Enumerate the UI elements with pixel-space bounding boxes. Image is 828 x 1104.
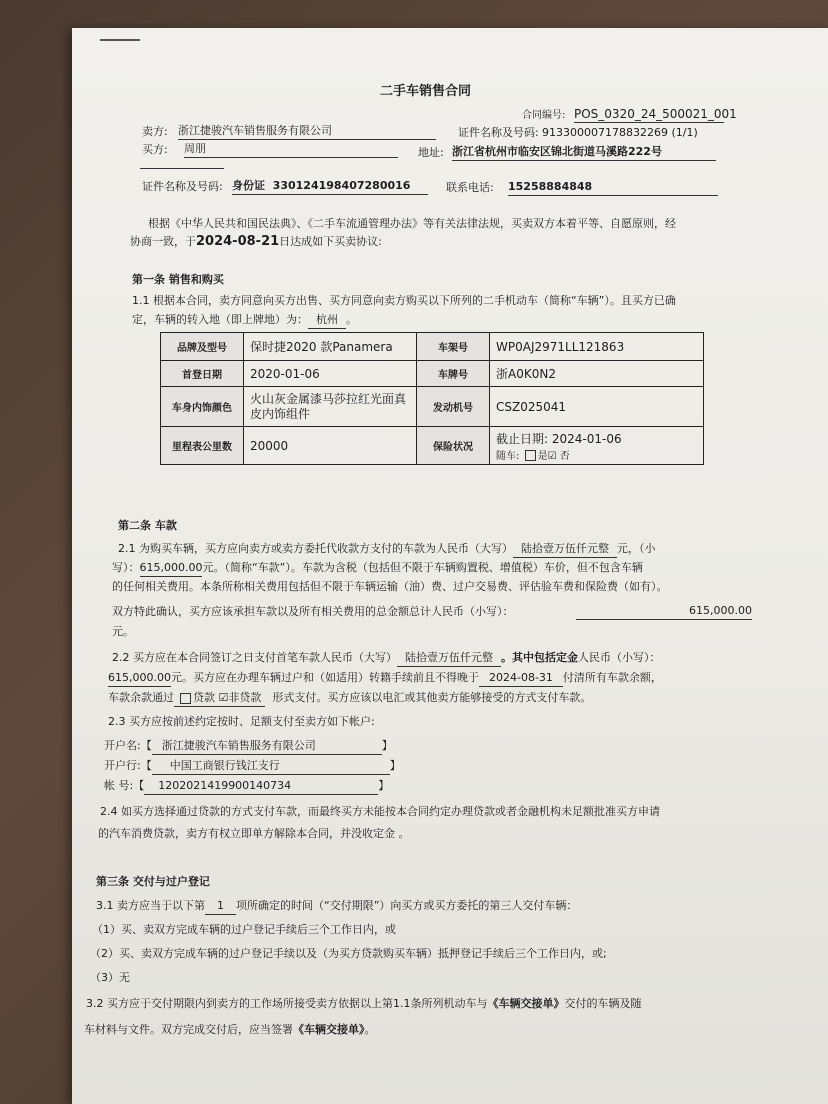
art2-p3: 2.3 买方应按前述约定按时、足额支付至卖方如下帐户: <box>108 715 375 728</box>
art2-heading: 第二条 车款 <box>118 519 177 532</box>
account-number: 1202021419900140734 <box>144 778 378 795</box>
art2-p2-line2-end: 付清所有车款余额， <box>562 671 662 684</box>
buyer-addr-label: 地址: <box>418 146 444 159</box>
seller-id: 91330000717883226​9 (1/1) <box>542 126 698 139</box>
buyer-name: 周朋 <box>184 141 398 158</box>
deposit-label: 。其中包括定金 <box>501 651 578 664</box>
price-in-figures: 615,000.00 <box>140 560 203 577</box>
loan-option: 贷款 <box>193 691 215 704</box>
art2-p1-line2: 写）： <box>112 561 140 574</box>
art2-p4-line2: 的汽车消费贷款，卖方有权立即单方解除本合同，并没收定金 。 <box>98 827 410 840</box>
art3-p2-line2-end: 。 <box>364 1023 376 1036</box>
blank-line <box>140 158 224 169</box>
preamble-line2: 协商一致，于 <box>130 235 196 248</box>
buyer-tel-label: 联系电话: <box>446 181 494 194</box>
transfer-city: 杭州 <box>308 312 346 329</box>
account-name-label: 开户名:【 <box>104 739 152 752</box>
art3-heading: 第三条 交付与过户登记 <box>96 875 210 888</box>
art2-p4-line1: 2.4 如买方选择通过贷款的方式支付车款，而最终买方未能按本合同约定办理贷款或者金融机构未足额批准买方申请 <box>100 805 660 818</box>
seller-label: 卖方: <box>142 125 168 138</box>
art2-p1-line1: 2.1 为购买车辆，买方应向卖方或卖方委托代收款方支付的车款为人民币（大写） <box>118 542 513 555</box>
art3-p2-line1: 3.2 买方应于交付期限内到卖方的工作场所接受卖方依据以上第1.1条所列机动车与 <box>86 997 488 1010</box>
bank-label: 开户行:【 <box>104 759 152 772</box>
buyer-address: 浙江省杭州市临安区锦北街道马溪路222号 <box>452 144 716 161</box>
buyer-tel: 15258884848 <box>508 179 718 196</box>
reg-date-value: 2020-01-06 <box>244 361 417 387</box>
brand-label: 品牌及型号 <box>161 333 244 361</box>
color-label: 车身内饰颜色 <box>161 387 244 427</box>
no-option: 否 <box>559 450 570 462</box>
art2-p1-line4: 双方特此确认，买方应该承担车款以及所有相关费用的总金额总计人民币（小写）： <box>112 605 514 618</box>
non-loan-option: 非贷款 <box>228 691 262 704</box>
mileage-value: 20000 <box>244 427 417 465</box>
art2-p1-line3: 的任何相关费用。本条所称相关费用包括但不限于车辆运输（油）费、过户交易费、评估验车费和保险费（如有）。 <box>112 580 668 593</box>
art3-p1-end: 项所确定的时间（“交付期限”）向买方或买方委托的第三人交付车辆： <box>236 899 578 912</box>
delivery-option-1: （1）买、卖双方完成车辆的过户登记手续后三个工作日内，或 <box>92 923 396 936</box>
delivery-option-number: 1 <box>205 898 236 915</box>
insurance-cell <box>490 427 704 465</box>
seller-name: 浙江捷骏汽车销售服务有限公司 <box>178 123 436 140</box>
art2-p2-line3: 车款余款通过 <box>108 691 174 704</box>
account-name: 浙江捷骏汽车销售服务有限公司 <box>152 738 382 755</box>
checkbox-loan <box>180 693 191 704</box>
total-amount: 615,000.00 <box>576 603 752 620</box>
seller-id-label: 证件名称及号码: <box>458 126 539 139</box>
buyer-label: 买方: <box>142 143 168 156</box>
art2-p1-line5: 元。 <box>112 625 134 638</box>
art1-p1-line2: 定，车辆的转入地（即上牌地）为： <box>132 313 308 326</box>
plate-value: 浙A0K0N2 <box>490 361 704 387</box>
art2-p2-line3-end: 形式支付。买方应该以电汇或其他卖方能够接受的方式支付车款。 <box>272 691 592 704</box>
art1-heading: 第一条 销售和购买 <box>132 273 224 286</box>
engine-value: CSZ025041 <box>490 387 704 427</box>
check-icon: ☑ <box>547 450 557 462</box>
contract-page <box>72 28 828 1104</box>
vin-label: 车架号 <box>417 333 490 361</box>
delivery-option-3: （3）无 <box>90 971 130 984</box>
art2-p1-line2-end: 元。（简称“车款”）。车款为含税（包括但不限于车辆购置税、增值税）车价，但不包含车辆 <box>202 561 643 574</box>
agreement-date: 2024-08-21 <box>196 234 280 249</box>
color-value: 火山灰金属漆马莎拉红光面真皮内饰组件 <box>244 387 417 427</box>
vin-value: WP0AJ2971LL121863 <box>490 333 704 361</box>
buyer-id-type: 身份证 <box>232 179 265 192</box>
checkbox-empty <box>525 450 536 461</box>
account-no-label: 帐 号:【 <box>104 779 145 792</box>
art3-p2-line2: 车材料与文件。双方完成交付后，应当签署 <box>84 1023 293 1036</box>
handover-form-2: 《车辆交接单》 <box>293 1023 365 1036</box>
handover-form: 《车辆交接单》 <box>487 997 565 1010</box>
with-car-label: 随车: <box>496 450 520 462</box>
art2-p1-line1-end: 元，（小 <box>617 542 656 555</box>
preamble-line1: 根据《中华人民共和国民法典》、《二手车流通管理办法》等有关法律法规，买卖双方本着平等、自愿原则，经 <box>148 217 676 230</box>
delivery-option-2: （2）买、卖双方完成车辆的过户登记手续以及（为买方贷款购买车辆）抵押登记手续后三个工作日内，或; <box>90 947 607 960</box>
bracket-close: 】 <box>381 739 393 752</box>
contract-no: POS_0320_24_500021_001 <box>574 107 737 121</box>
art3-p2-line1-end: 交付的车辆及随 <box>564 997 642 1010</box>
mileage-label: 里程表公里数 <box>161 427 244 465</box>
staple-mark <box>100 39 140 41</box>
yes-option: 是 <box>537 450 548 462</box>
first-payment-figures: 615,000.00 <box>108 670 171 687</box>
brand-value: 保时捷2020 款Panamera <box>244 333 417 361</box>
insurance-expiry: 截止日期: 2024-01-06 <box>496 431 622 446</box>
price-in-words: 陆拾壹万伍仟元整 <box>513 541 617 558</box>
check-icon-nonloan: ☑ <box>218 691 229 704</box>
bracket-close: 】 <box>389 759 401 772</box>
preamble-line2-end: 日达成如下买卖协议: <box>279 235 382 248</box>
contract-title: 二手车销售合同 <box>380 84 472 99</box>
first-payment-words: 陆拾壹万伍仟元整 <box>397 650 501 667</box>
reg-date-label: 首登日期 <box>161 361 244 387</box>
buyer-id-label: 证件名称及号码: <box>142 180 223 193</box>
final-payment-date: 2024-08-31 <box>479 670 563 687</box>
art2-p2-line2: 元。买方应在办理车辆过户和（如适用）转籍手续前且不得晚于 <box>170 671 479 684</box>
insurance-label: 保险状况 <box>417 427 490 465</box>
art2-p2-line1: 2.2 买方应在本合同签订之日支付首笔车款人民币（大写） <box>112 651 397 664</box>
art3-p1: 3.1 卖方应当于以下第 <box>96 899 205 912</box>
contract-no-label: 合同编号: <box>522 110 566 121</box>
vehicle-info-table <box>160 332 704 465</box>
bank-name: 中国工商银行钱江支行 <box>152 758 390 775</box>
art1-p1-end: 。 <box>346 313 357 326</box>
engine-label: 发动机号 <box>417 387 490 427</box>
art1-p1-line1: 1.1 根据本合同，卖方同意向买方出售、买方同意向卖方购买以下所列的二手机动车（简称“车辆”）。且买方已确 <box>132 294 676 307</box>
art2-p2-line1-end: 人民币（小写）： <box>578 651 661 664</box>
bracket-close: 】 <box>378 779 390 792</box>
plate-label: 车牌号 <box>417 361 490 387</box>
buyer-id-number: 330124198407280016 <box>272 179 411 192</box>
